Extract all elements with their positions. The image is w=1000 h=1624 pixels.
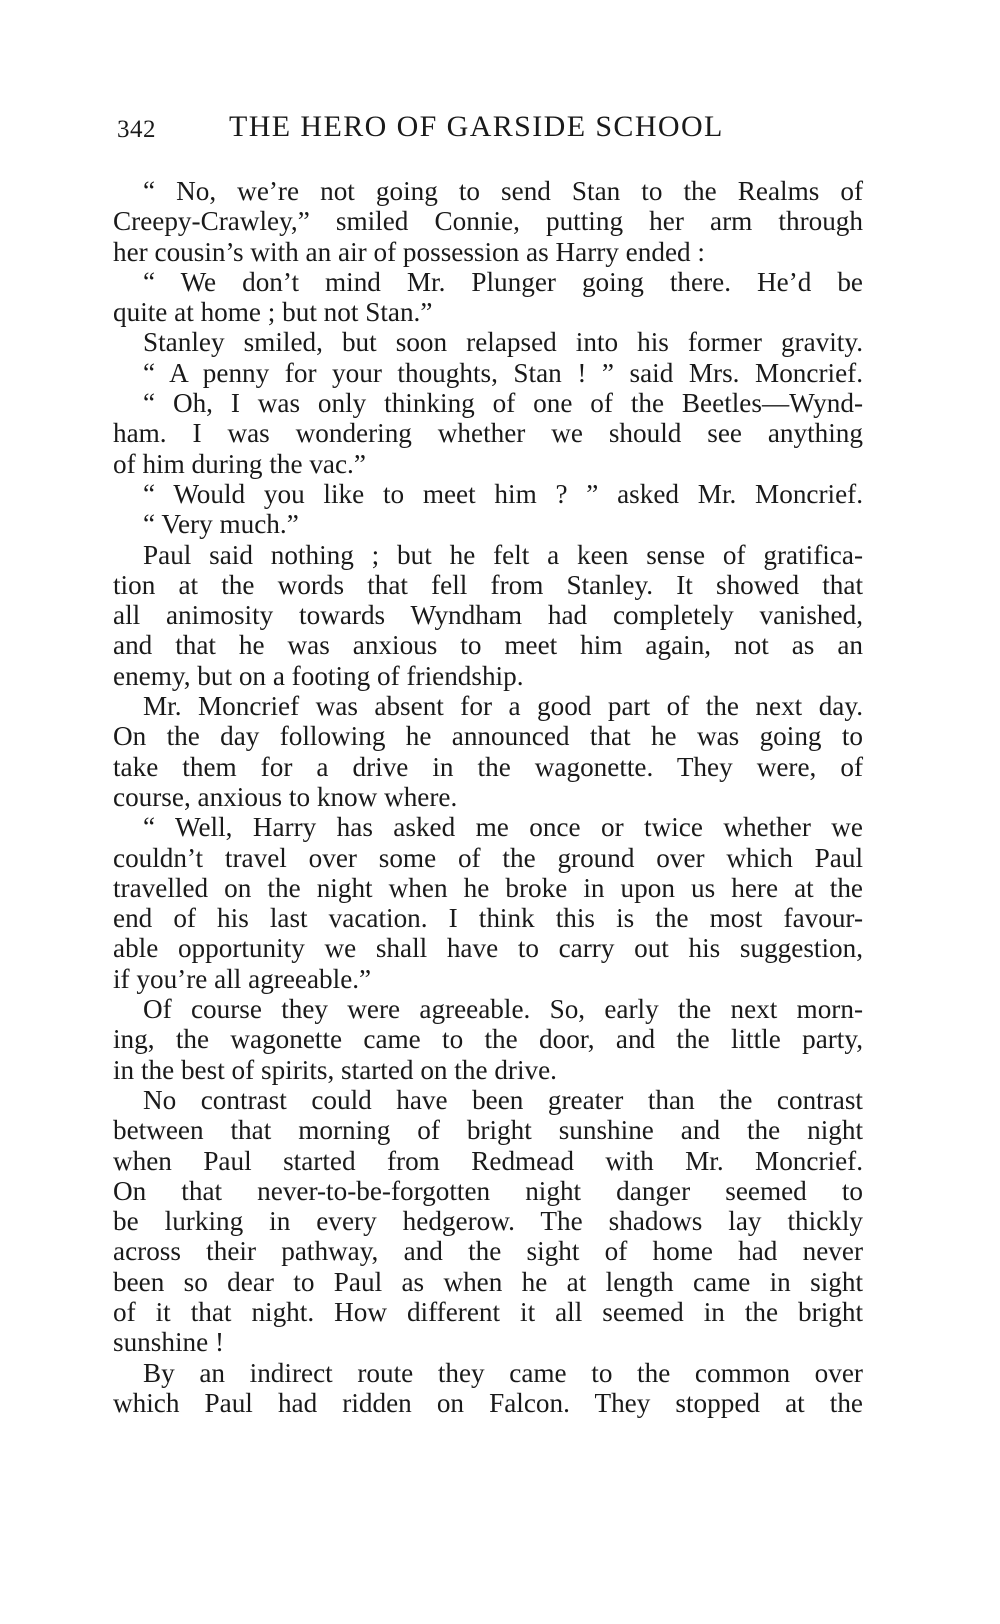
text-line: “ Would you like to meet him ? ” asked Mr. Moncrief. [143, 478, 863, 509]
text-line: between that morning of bright sunshine and the night [113, 1115, 863, 1146]
text-line: her cousin’s with an air of possession as Harry ended : [113, 236, 705, 267]
text-line: sunshine ! [113, 1327, 225, 1358]
body-text [113, 176, 863, 1418]
text-line: “ We don’t mind Mr. Plunger going there. He’d be [143, 266, 863, 297]
text-line: when Paul started from Redmead with Mr. Moncrief. [113, 1145, 863, 1176]
text-line: “ Oh, I was only thinking of one of the Beetles—Wynd- [143, 388, 863, 419]
book-title: THE HERO OF GARSIDE SCHOOL [229, 110, 724, 143]
page-number: 342 [117, 116, 156, 143]
text-line: across their pathway, and the sight of home had never [113, 1236, 863, 1267]
text-line: “ Very much.” [143, 509, 299, 540]
text-line: course, anxious to know where. [113, 781, 458, 812]
text-line: be lurking in every hedgerow. The shadows lay thickly [113, 1206, 863, 1237]
text-line: enemy, but on a footing of friendship. [113, 660, 524, 691]
text-line: Mr. Moncrief was absent for a good part of the next day. [143, 691, 863, 722]
text-line: able opportunity we shall have to carry out his suggestion, [113, 933, 863, 964]
text-line: quite at home ; but not Stan.” [113, 297, 433, 328]
text-line: On that never-to-be-forgotten night danger seemed to [113, 1175, 863, 1206]
text-line: “ A penny for your thoughts, Stan ! ” said Mrs. Moncrief. [143, 357, 863, 388]
text-line: Paul said nothing ; but he felt a keen sense of gratifica- [143, 539, 863, 570]
text-line: No contrast could have been greater than the contrast [143, 1084, 863, 1115]
text-line: Creepy-Crawley,” smiled Connie, putting her arm through [113, 206, 863, 237]
text-line: tion at the words that fell from Stanley. It showed that [113, 569, 863, 600]
text-line: travelled on the night when he broke in upon us here at the [113, 872, 863, 903]
text-line: in the best of spirits, started on the drive. [113, 1054, 557, 1085]
text-line: of it that night. How different it all seemed in the bright [113, 1296, 863, 1327]
text-line: Of course they were agreeable. So, early the next morn- [143, 994, 863, 1025]
text-line: of him during the vac.” [113, 448, 366, 479]
text-line: By an indirect route they came to the common over [143, 1357, 863, 1388]
text-line: “ No, we’re not going to send Stan to the Realms of [143, 176, 863, 206]
running-head [117, 110, 887, 150]
text-line: Stanley smiled, but soon relapsed into his former gravity. [143, 327, 863, 358]
text-line: couldn’t travel over some of the ground over which Paul [113, 842, 863, 873]
text-line: ham. I was wondering whether we should see anything [113, 418, 863, 449]
text-line: all animosity towards Wyndham had completely vanished, [113, 600, 863, 631]
text-line: if you’re all agreeable.” [113, 963, 372, 994]
text-line: take them for a drive in the wagonette. They were, of [113, 751, 863, 782]
text-line: been so dear to Paul as when he at length came in sight [113, 1266, 863, 1297]
text-line: ing, the wagonette came to the door, and the little party, [113, 1024, 863, 1055]
text-line: and that he was anxious to meet him again, not as an [113, 630, 863, 661]
text-line: On the day following he announced that he was going to [113, 721, 863, 752]
text-line: “ Well, Harry has asked me once or twice whether we [143, 812, 863, 843]
text-line: which Paul had ridden on Falcon. They stopped at the [113, 1387, 863, 1418]
text-line: end of his last vacation. I think this is the most favour- [113, 903, 863, 934]
